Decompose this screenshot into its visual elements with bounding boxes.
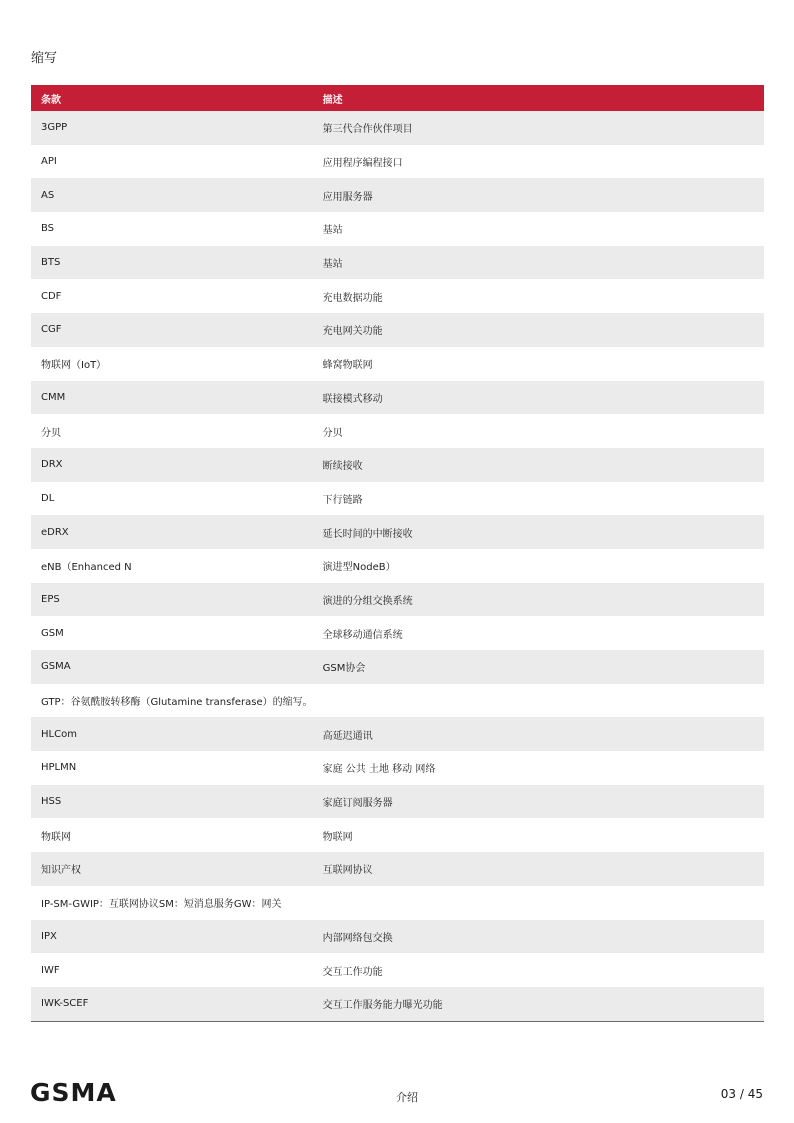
table-row — [31, 953, 764, 987]
row-term: DL — [31, 482, 313, 516]
table-row — [31, 145, 764, 179]
page-number: 03 / 45 — [720, 1087, 763, 1101]
row-term: EPS — [31, 583, 313, 617]
row-description: 第三代合作伙伴项目 — [313, 111, 764, 145]
table-row — [31, 920, 764, 954]
row-description: 家庭 公共 土地 移动 网络 — [313, 751, 764, 785]
row-term: 物联网（IoT） — [31, 347, 313, 381]
table-row — [31, 482, 764, 516]
table-row — [31, 886, 764, 920]
table-row — [31, 684, 764, 718]
row-term: IWK-SCEF — [31, 987, 313, 1021]
table-row — [31, 751, 764, 785]
row-description: 分贝 — [313, 414, 764, 448]
row-term: IPX — [31, 920, 313, 954]
row-term: GSMA — [31, 650, 313, 684]
table-row — [31, 549, 764, 583]
row-description: 交互工作功能 — [313, 953, 764, 987]
table-body — [31, 111, 764, 1021]
table-row — [31, 279, 764, 313]
column-header-term: 条款 — [31, 85, 313, 111]
row-description: 断续接收 — [313, 448, 764, 482]
row-term: 3GPP — [31, 111, 313, 145]
row-term: IP-SM-GWIP：互联网协议SM：短消息服务GW：网关 — [31, 886, 313, 920]
row-term: CGF — [31, 313, 313, 347]
row-description: 内部网络包交换 — [313, 920, 764, 954]
row-term: CDF — [31, 279, 313, 313]
row-description: 应用程序编程接口 — [313, 145, 764, 179]
table-row — [31, 785, 764, 819]
row-term: API — [31, 145, 313, 179]
section-title: 缩写 — [31, 51, 58, 66]
table-row — [31, 111, 764, 145]
gsma-logo: GSMA — [30, 1078, 117, 1107]
row-description: 高延迟通讯 — [313, 717, 764, 751]
row-description: 演进的分组交换系统 — [313, 583, 764, 617]
row-term: IWF — [31, 953, 313, 987]
row-term: CMM — [31, 381, 313, 415]
table-row — [31, 717, 764, 751]
footer-section-label: 介绍 — [396, 1091, 418, 1104]
row-description: 充电数据功能 — [313, 279, 764, 313]
row-term: BTS — [31, 246, 313, 280]
table-row — [31, 212, 764, 246]
table-row — [31, 414, 764, 448]
row-term: 知识产权 — [31, 852, 313, 886]
row-description: 家庭订阅服务器 — [313, 785, 764, 819]
row-term: GSM — [31, 616, 313, 650]
table-row — [31, 616, 764, 650]
row-description: GSM协会 — [313, 650, 764, 684]
row-description: 充电网关功能 — [313, 313, 764, 347]
row-term: eNB（Enhanced N — [31, 549, 313, 583]
table-row — [31, 381, 764, 415]
table-row — [31, 852, 764, 886]
row-term: HSS — [31, 785, 313, 819]
table-row — [31, 347, 764, 381]
row-description: 蜂窝物联网 — [313, 347, 764, 381]
row-description: 联接模式移动 — [313, 381, 764, 415]
table-row — [31, 448, 764, 482]
table-row — [31, 515, 764, 549]
row-term: BS — [31, 212, 313, 246]
row-description — [313, 886, 764, 920]
row-description: 演进型NodeB） — [313, 549, 764, 583]
row-description: 基站 — [313, 212, 764, 246]
row-term: 物联网 — [31, 818, 313, 852]
row-description: 物联网 — [313, 818, 764, 852]
row-term: 分贝 — [31, 414, 313, 448]
table-row — [31, 987, 764, 1021]
row-description: 下行链路 — [313, 482, 764, 516]
table-header-row — [31, 85, 764, 111]
row-description: 应用服务器 — [313, 178, 764, 212]
column-header-description: 描述 — [313, 85, 764, 111]
row-term: HLCom — [31, 717, 313, 751]
table-row — [31, 178, 764, 212]
table-row — [31, 818, 764, 852]
row-term: AS — [31, 178, 313, 212]
abbreviations-table — [31, 85, 764, 1022]
table-row — [31, 583, 764, 617]
row-description: 互联网协议 — [313, 852, 764, 886]
table-row — [31, 313, 764, 347]
row-description: 延长时间的中断接收 — [313, 515, 764, 549]
row-term: eDRX — [31, 515, 313, 549]
table-row — [31, 650, 764, 684]
row-term: HPLMN — [31, 751, 313, 785]
row-description: 交互工作服务能力曝光功能 — [313, 987, 764, 1021]
row-term: DRX — [31, 448, 313, 482]
row-term: GTP：谷氨酰胺转移酶（Glutamine transferase）的缩写。 — [31, 684, 313, 718]
table-row — [31, 246, 764, 280]
row-description: 全球移动通信系统 — [313, 616, 764, 650]
row-description: 基站 — [313, 246, 764, 280]
row-description — [313, 684, 764, 718]
